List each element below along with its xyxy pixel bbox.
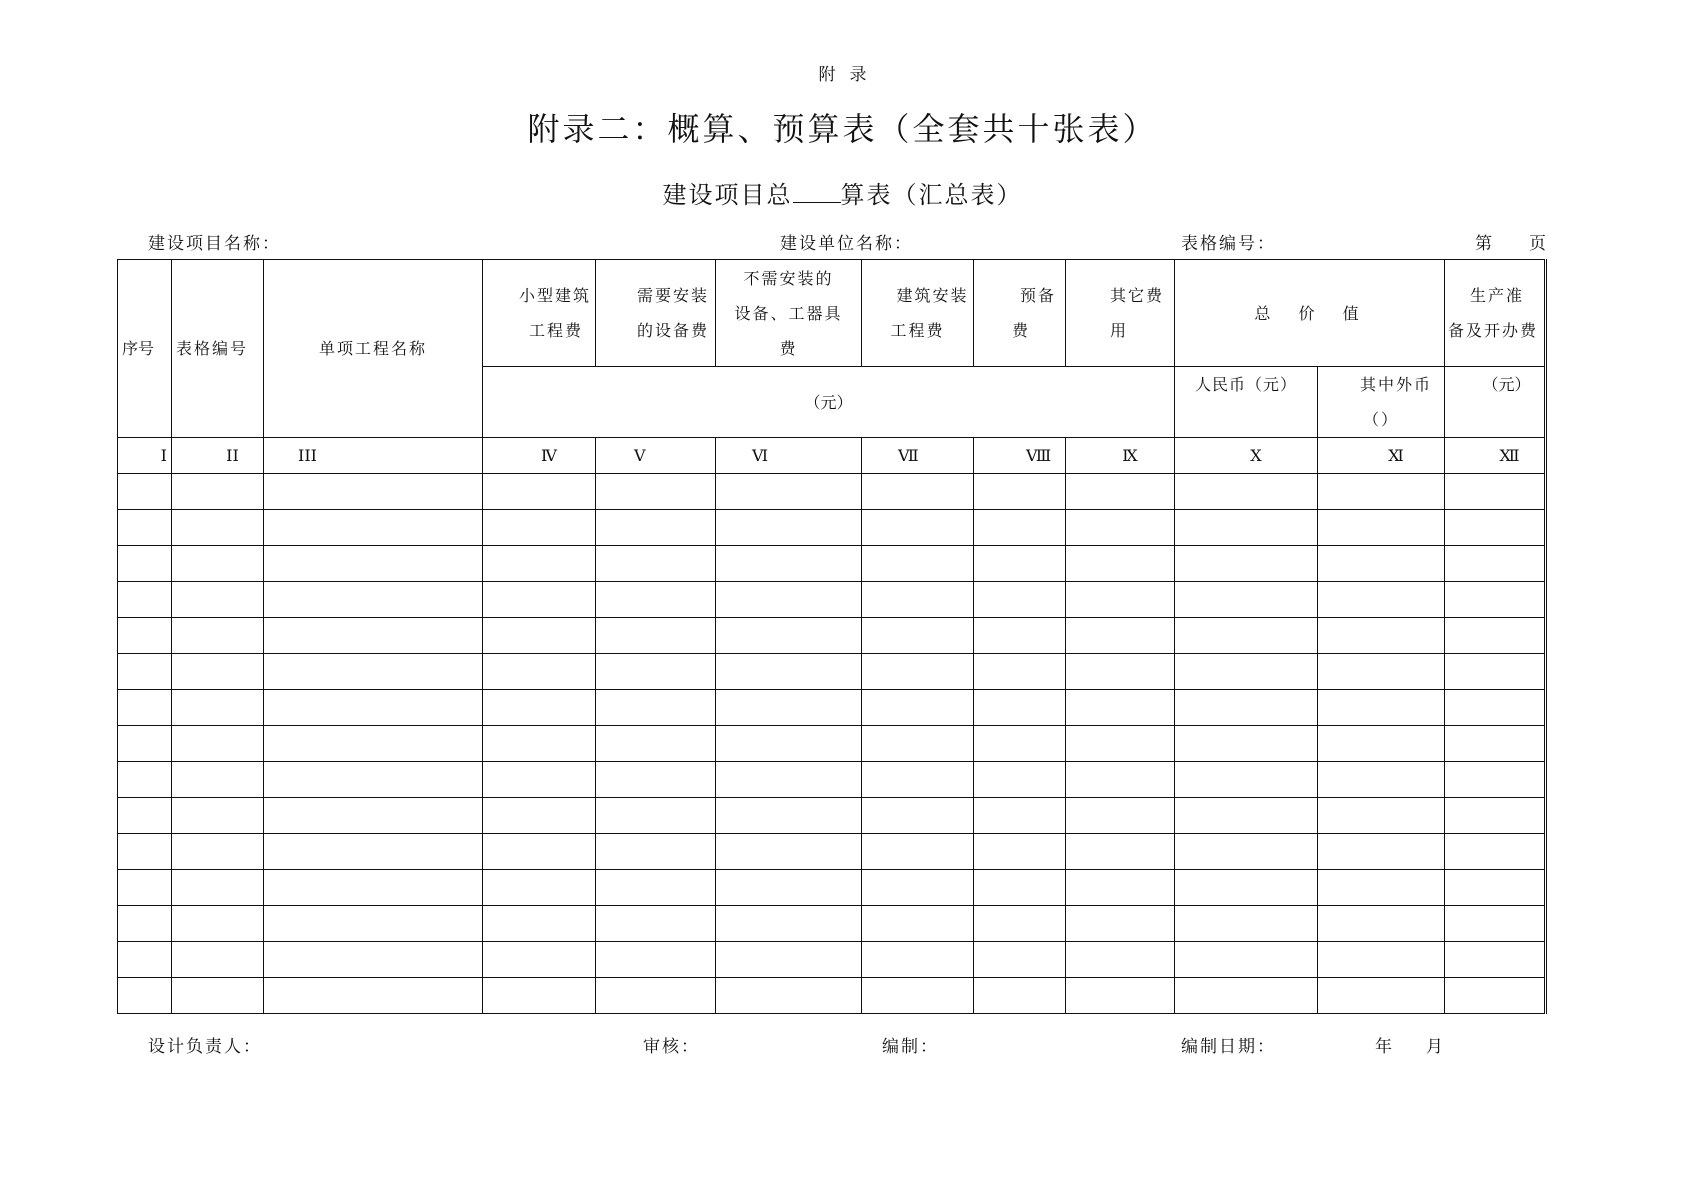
- table-cell[interactable]: [1066, 834, 1175, 870]
- table-row: [118, 474, 1546, 510]
- table-cell[interactable]: [862, 690, 974, 726]
- table-cell[interactable]: [1445, 510, 1546, 546]
- table-cell[interactable]: [172, 978, 264, 1014]
- table-cell[interactable]: [974, 942, 1066, 978]
- header-other: [1066, 260, 1175, 367]
- table-cell[interactable]: [264, 582, 483, 618]
- table-cell[interactable]: [716, 546, 862, 582]
- table-cell[interactable]: [483, 798, 596, 834]
- table-cell[interactable]: [1066, 906, 1175, 942]
- table-cell[interactable]: [118, 870, 172, 906]
- header-no-install-line1: 不需安装的: [743, 268, 834, 288]
- header-foreign-line2: （）: [1363, 410, 1400, 429]
- table-cell[interactable]: [118, 546, 172, 582]
- roman-cell: Ⅶ: [862, 438, 974, 474]
- table-row: [118, 582, 1546, 618]
- table-cell[interactable]: [1066, 942, 1175, 978]
- roman-cell: II: [172, 438, 264, 474]
- roman-numeral-row: [118, 438, 1546, 474]
- table-cell[interactable]: [862, 798, 974, 834]
- table-cell[interactable]: [596, 690, 716, 726]
- table-cell[interactable]: [1066, 762, 1175, 798]
- table-cell[interactable]: [974, 546, 1066, 582]
- table-cell[interactable]: [483, 510, 596, 546]
- table-cell[interactable]: [1318, 834, 1445, 870]
- table-cell[interactable]: [172, 834, 264, 870]
- header-equip-install: [596, 260, 716, 367]
- table-cell[interactable]: [172, 582, 264, 618]
- table-cell[interactable]: [716, 654, 862, 690]
- table-cell[interactable]: [118, 906, 172, 942]
- table-cell[interactable]: [862, 726, 974, 762]
- table-cell[interactable]: [716, 726, 862, 762]
- table-cell[interactable]: [264, 726, 483, 762]
- compile-label: 编制：: [882, 1037, 939, 1057]
- table-row: [118, 726, 1546, 762]
- table-cell[interactable]: [596, 654, 716, 690]
- table-cell[interactable]: [974, 798, 1066, 834]
- table-cell[interactable]: [172, 942, 264, 978]
- table-cell[interactable]: [974, 834, 1066, 870]
- header-building-install-line1: 建筑安装: [896, 286, 969, 305]
- table-cell[interactable]: [483, 618, 596, 654]
- table-cell[interactable]: [1318, 582, 1445, 618]
- date-label: 编制日期：: [1181, 1037, 1276, 1057]
- project-name-label: 建设项目名称：: [148, 234, 281, 254]
- header-rmb: 人民币（元）: [1175, 367, 1318, 438]
- table-cell[interactable]: [118, 510, 172, 546]
- table-cell[interactable]: [716, 618, 862, 654]
- table-cell[interactable]: [118, 762, 172, 798]
- table-cell[interactable]: [596, 762, 716, 798]
- year-label: 年: [1375, 1037, 1394, 1057]
- table-cell[interactable]: [483, 834, 596, 870]
- table-cell[interactable]: [483, 690, 596, 726]
- table-cell[interactable]: [862, 762, 974, 798]
- table-cell[interactable]: [118, 582, 172, 618]
- title-blank-field[interactable]: [793, 182, 841, 203]
- table-cell[interactable]: [1066, 546, 1175, 582]
- table-cell[interactable]: [264, 546, 483, 582]
- table-cell[interactable]: [1318, 906, 1445, 942]
- table-cell[interactable]: [596, 618, 716, 654]
- table-cell[interactable]: [596, 582, 716, 618]
- header-prod-prep-line2: 备及开办费: [1448, 321, 1539, 340]
- table-cell[interactable]: [264, 942, 483, 978]
- table-cell[interactable]: [862, 834, 974, 870]
- roman-cell: Ⅴ: [596, 438, 716, 474]
- table-cell[interactable]: [1175, 510, 1318, 546]
- table-cell[interactable]: [1175, 582, 1318, 618]
- table-cell[interactable]: [1066, 618, 1175, 654]
- table-cell[interactable]: [1445, 798, 1546, 834]
- table-cell[interactable]: [716, 834, 862, 870]
- header-prod-unit: （元）: [1445, 367, 1546, 438]
- table-cell[interactable]: [118, 726, 172, 762]
- table-cell[interactable]: [483, 942, 596, 978]
- table-cell[interactable]: [1445, 978, 1546, 1014]
- table-cell[interactable]: [1318, 870, 1445, 906]
- header-other-line2: 用: [1110, 321, 1129, 340]
- table-cell[interactable]: [1445, 870, 1546, 906]
- header-prod-prep-line1: 生产准: [1470, 286, 1525, 305]
- table-cell[interactable]: [172, 762, 264, 798]
- table-cell[interactable]: [1066, 726, 1175, 762]
- table-title-suffix: 算表（汇总表）: [840, 181, 1023, 209]
- table-cell[interactable]: [1175, 618, 1318, 654]
- roman-cell: I: [118, 438, 172, 474]
- header-foreign: [1318, 367, 1445, 438]
- table-cell[interactable]: [1445, 690, 1546, 726]
- table-row: [118, 654, 1546, 690]
- header-small-building-line1: 小型建筑: [518, 286, 591, 305]
- table-cell[interactable]: [1066, 654, 1175, 690]
- table-cell[interactable]: [1445, 834, 1546, 870]
- header-no-install-line3: 费: [779, 338, 798, 358]
- header-form-no: 表格编号: [172, 260, 264, 438]
- header-no-install: [716, 260, 862, 367]
- table-no-label: 表格编号：: [1181, 234, 1276, 254]
- table-cell[interactable]: [862, 942, 974, 978]
- header-unit-yuan: （元）: [483, 367, 1175, 438]
- table-cell[interactable]: [118, 654, 172, 690]
- table-row: [118, 618, 1546, 654]
- table-cell[interactable]: [264, 906, 483, 942]
- table-cell[interactable]: [716, 942, 862, 978]
- table-cell[interactable]: [483, 582, 596, 618]
- table-cell[interactable]: [596, 510, 716, 546]
- table-row: [118, 942, 1546, 978]
- header-building-install-line2: 工程费: [890, 321, 945, 340]
- table-cell[interactable]: [1445, 618, 1546, 654]
- header-item-name: 单项工程名称: [264, 260, 483, 438]
- table-cell[interactable]: [974, 906, 1066, 942]
- table-cell[interactable]: [172, 906, 264, 942]
- header-equip-install-line2: 的设备费: [636, 321, 709, 340]
- table-cell[interactable]: [118, 690, 172, 726]
- unit-name-label: 建设单位名称：: [780, 234, 913, 254]
- table-cell[interactable]: [1175, 546, 1318, 582]
- table-cell[interactable]: [1066, 870, 1175, 906]
- table-cell[interactable]: [862, 978, 974, 1014]
- table-row: [118, 762, 1546, 798]
- table-cell[interactable]: [1175, 690, 1318, 726]
- table-cell[interactable]: [483, 474, 596, 510]
- table-cell[interactable]: [596, 726, 716, 762]
- designer-label: 设计负责人：: [148, 1037, 262, 1057]
- table-cell[interactable]: [1175, 870, 1318, 906]
- table-cell[interactable]: [172, 510, 264, 546]
- table-cell[interactable]: [862, 474, 974, 510]
- roman-cell: Ⅳ: [483, 438, 596, 474]
- table-cell[interactable]: [1445, 654, 1546, 690]
- table-cell[interactable]: [172, 474, 264, 510]
- table-cell[interactable]: [862, 870, 974, 906]
- table-cell[interactable]: [172, 654, 264, 690]
- table-cell[interactable]: [1445, 546, 1546, 582]
- table-cell[interactable]: [596, 978, 716, 1014]
- table-cell[interactable]: [1175, 906, 1318, 942]
- table-title: [0, 175, 1685, 210]
- table-cell[interactable]: [716, 870, 862, 906]
- table-cell[interactable]: [264, 690, 483, 726]
- table-cell[interactable]: [1318, 690, 1445, 726]
- table-cell[interactable]: [596, 870, 716, 906]
- table-cell[interactable]: [264, 762, 483, 798]
- month-label: 月: [1426, 1037, 1445, 1057]
- table-row: [118, 510, 1546, 546]
- table-cell[interactable]: [862, 618, 974, 654]
- table-cell[interactable]: [483, 870, 596, 906]
- table-body: [118, 474, 1546, 1014]
- table-cell[interactable]: [1066, 510, 1175, 546]
- table-cell[interactable]: [1066, 690, 1175, 726]
- table-cell[interactable]: [716, 510, 862, 546]
- roman-cell: Ⅷ: [974, 438, 1066, 474]
- table-cell[interactable]: [974, 870, 1066, 906]
- table-row: [118, 978, 1546, 1014]
- table-cell[interactable]: [1066, 798, 1175, 834]
- table-row: [118, 906, 1546, 942]
- table-cell[interactable]: [716, 690, 862, 726]
- table-cell[interactable]: [716, 798, 862, 834]
- table-cell[interactable]: [862, 582, 974, 618]
- table-cell[interactable]: [716, 906, 862, 942]
- header-reserve-line2: 费: [1012, 321, 1031, 340]
- header-reserve-line1: 预备: [1020, 286, 1057, 305]
- table-cell[interactable]: [1175, 834, 1318, 870]
- table-row: [118, 690, 1546, 726]
- table-cell[interactable]: [172, 546, 264, 582]
- header-total-value: 总 价 值: [1175, 260, 1445, 367]
- table-cell[interactable]: [483, 654, 596, 690]
- table-cell[interactable]: [1175, 978, 1318, 1014]
- header-small-building: [483, 260, 596, 367]
- table-cell[interactable]: [264, 654, 483, 690]
- table-row: [118, 834, 1546, 870]
- table-cell[interactable]: [1445, 474, 1546, 510]
- table-row: [118, 546, 1546, 582]
- table-cell[interactable]: [118, 942, 172, 978]
- table-cell[interactable]: [118, 618, 172, 654]
- table-cell[interactable]: [264, 978, 483, 1014]
- table-row: [118, 798, 1546, 834]
- table-cell[interactable]: [974, 474, 1066, 510]
- table-cell[interactable]: [1318, 510, 1445, 546]
- header-no-install-line2: 设备、工器具: [734, 303, 843, 323]
- roman-cell: Ⅵ: [716, 438, 862, 474]
- table-cell[interactable]: [264, 618, 483, 654]
- table-cell[interactable]: [1175, 474, 1318, 510]
- table-cell[interactable]: [974, 690, 1066, 726]
- table-cell[interactable]: [974, 726, 1066, 762]
- table-cell[interactable]: [483, 762, 596, 798]
- table-cell[interactable]: [1318, 618, 1445, 654]
- header-small-building-line2: 工程费: [528, 321, 583, 340]
- roman-cell: Ⅻ: [1445, 438, 1546, 474]
- table-cell[interactable]: [483, 906, 596, 942]
- table-cell[interactable]: [1318, 798, 1445, 834]
- table-cell[interactable]: [1066, 978, 1175, 1014]
- table-cell[interactable]: [172, 690, 264, 726]
- table-cell[interactable]: [716, 762, 862, 798]
- table-cell[interactable]: [596, 942, 716, 978]
- table-cell[interactable]: [1318, 762, 1445, 798]
- table-cell[interactable]: [172, 618, 264, 654]
- table-cell[interactable]: [483, 546, 596, 582]
- table-cell[interactable]: [1318, 978, 1445, 1014]
- table-cell[interactable]: [118, 474, 172, 510]
- page-title: 附录二：概算、预算表（全套共十张表）: [527, 110, 1158, 148]
- table-cell[interactable]: [974, 582, 1066, 618]
- page-header: 附录: [818, 65, 881, 85]
- table-cell[interactable]: [1318, 654, 1445, 690]
- table-row: [118, 870, 1546, 906]
- table-cell[interactable]: [862, 510, 974, 546]
- table-title-prefix: 建设项目总: [662, 181, 793, 209]
- table-cell[interactable]: [264, 870, 483, 906]
- roman-cell: Ⅺ: [1318, 438, 1445, 474]
- header-building-install: [862, 260, 974, 367]
- table-cell[interactable]: [596, 546, 716, 582]
- table-cell[interactable]: [118, 798, 172, 834]
- table-cell[interactable]: [1066, 474, 1175, 510]
- table-cell[interactable]: [1445, 726, 1546, 762]
- table-cell[interactable]: [1445, 906, 1546, 942]
- estimate-table: [117, 259, 1547, 1014]
- table-cell[interactable]: [264, 510, 483, 546]
- table-cell[interactable]: [862, 906, 974, 942]
- header-other-line1: 其它费: [1110, 286, 1165, 305]
- table-cell[interactable]: [1175, 942, 1318, 978]
- header-equip-install-line1: 需要安装: [636, 286, 709, 305]
- table-cell[interactable]: [596, 474, 716, 510]
- page-label-ye: 页: [1529, 234, 1548, 254]
- table-cell[interactable]: [118, 978, 172, 1014]
- table-cell[interactable]: [172, 798, 264, 834]
- header-seq: 序号: [118, 260, 172, 438]
- table-cell[interactable]: [974, 618, 1066, 654]
- review-label: 审核：: [643, 1037, 700, 1057]
- header-reserve: [974, 260, 1066, 367]
- table-cell[interactable]: [716, 582, 862, 618]
- table-cell[interactable]: [596, 798, 716, 834]
- table-cell[interactable]: [596, 906, 716, 942]
- table-cell[interactable]: [974, 654, 1066, 690]
- table-cell[interactable]: [1318, 726, 1445, 762]
- table-cell[interactable]: [1175, 798, 1318, 834]
- table-cell[interactable]: [1445, 582, 1546, 618]
- table-cell[interactable]: [862, 546, 974, 582]
- table-cell[interactable]: [264, 834, 483, 870]
- table-cell[interactable]: [974, 510, 1066, 546]
- roman-cell: Ⅸ: [1066, 438, 1175, 474]
- roman-cell: III: [264, 438, 483, 474]
- table-cell[interactable]: [1445, 942, 1546, 978]
- table-cell[interactable]: [974, 978, 1066, 1014]
- table-cell[interactable]: [118, 834, 172, 870]
- table-cell[interactable]: [264, 798, 483, 834]
- header-row-1: [118, 260, 1546, 367]
- table-cell[interactable]: [1445, 762, 1546, 798]
- page-label-di: 第: [1475, 234, 1494, 254]
- table-cell[interactable]: [1175, 726, 1318, 762]
- table-cell[interactable]: [1175, 762, 1318, 798]
- table-cell[interactable]: [716, 474, 862, 510]
- header-foreign-line1: 其中外币: [1360, 375, 1433, 394]
- table-cell[interactable]: [1318, 474, 1445, 510]
- table-cell[interactable]: [596, 834, 716, 870]
- table-cell[interactable]: [1175, 654, 1318, 690]
- table-cell[interactable]: [172, 726, 264, 762]
- table-cell[interactable]: [172, 870, 264, 906]
- table-cell[interactable]: [264, 474, 483, 510]
- table-cell[interactable]: [862, 654, 974, 690]
- roman-cell: Ⅹ: [1175, 438, 1318, 474]
- table-cell[interactable]: [483, 726, 596, 762]
- table-cell[interactable]: [1318, 546, 1445, 582]
- table-cell[interactable]: [483, 978, 596, 1014]
- table-cell[interactable]: [1066, 582, 1175, 618]
- table-cell[interactable]: [974, 762, 1066, 798]
- table-cell[interactable]: [1318, 942, 1445, 978]
- table-cell[interactable]: [716, 978, 862, 1014]
- header-prod-prep: [1445, 260, 1546, 367]
